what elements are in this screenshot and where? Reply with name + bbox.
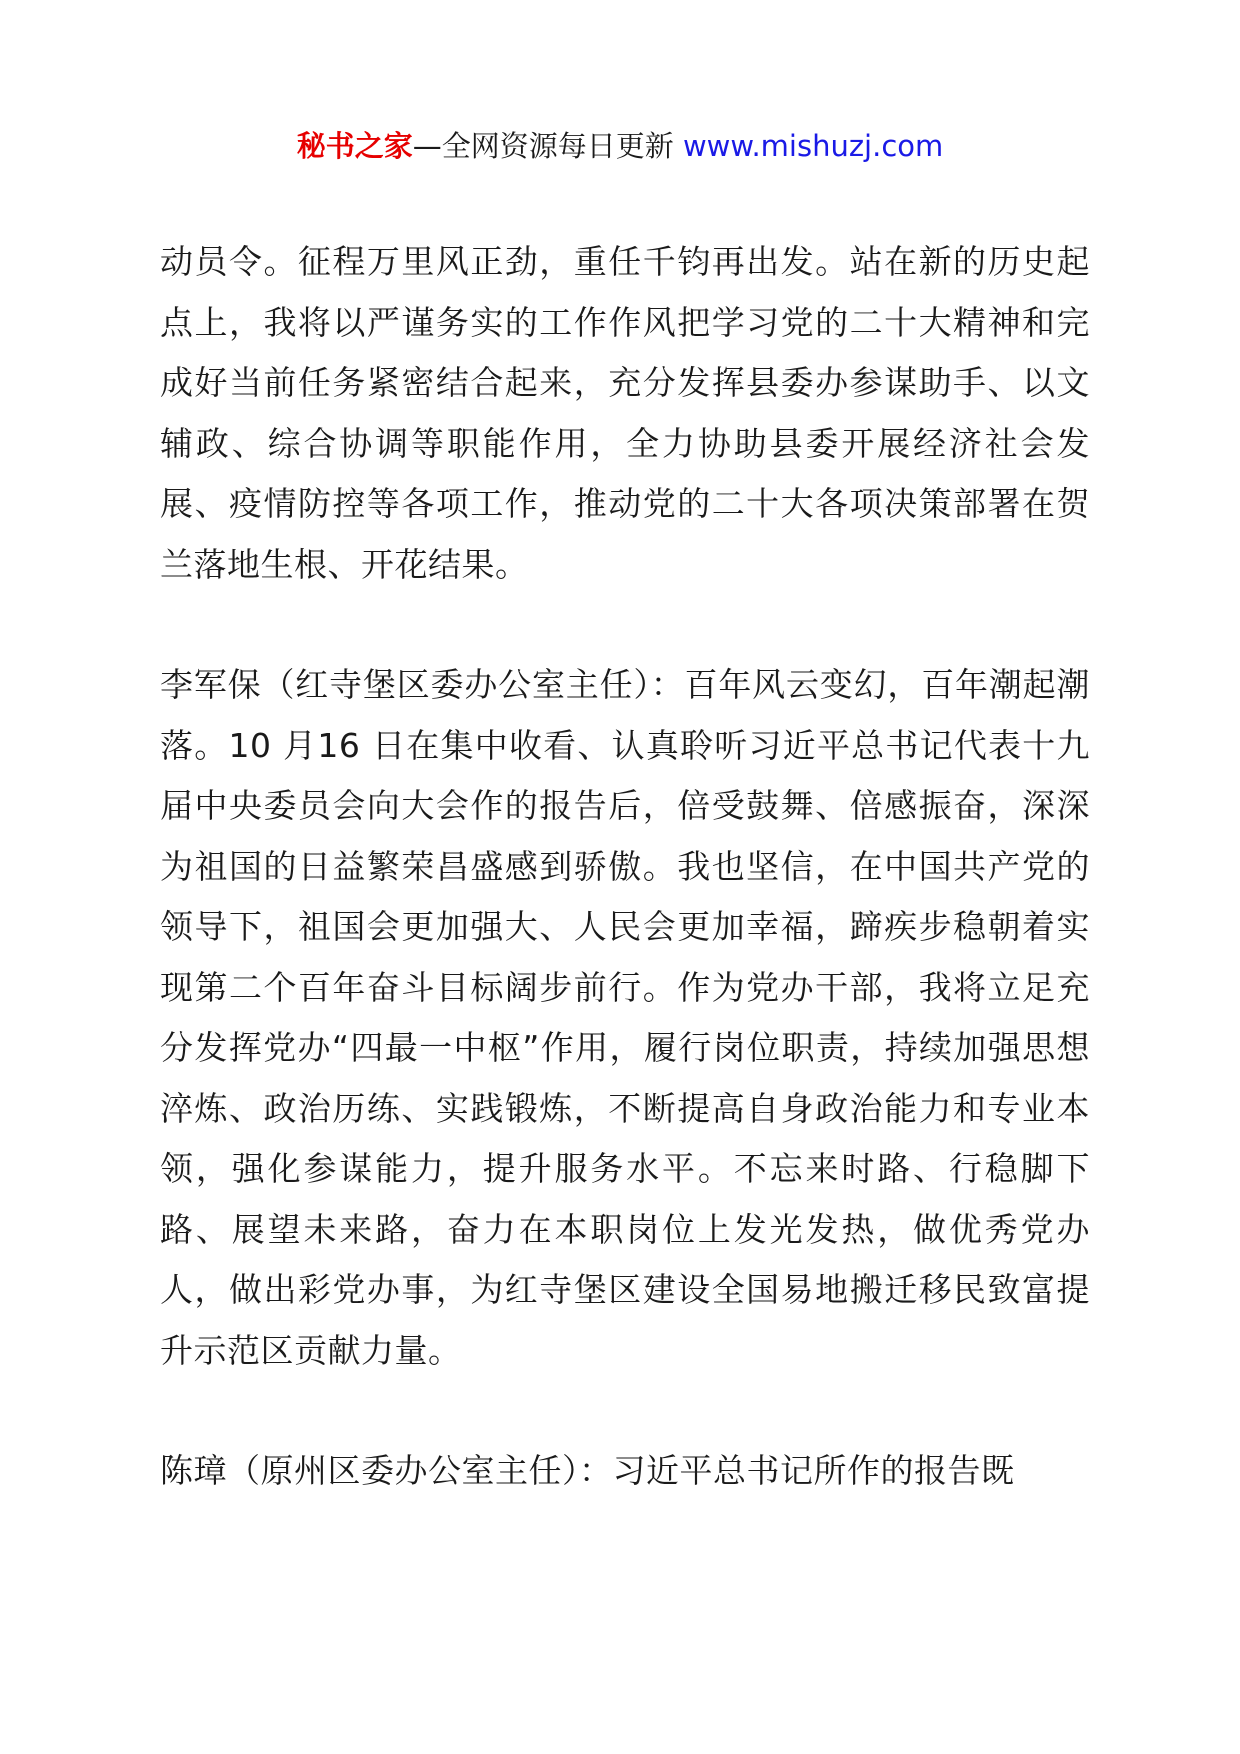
paragraph: 李军保（红寺堡区委办公室主任）：百年风云变幻，百年潮起潮落。10 月16 日在集中收看、认真聆听习近平总书记代表十九届中央委员会向大会作的报告后，倍受鼓舞、倍感振奋，深深为祖国的日益繁荣昌盛感到骄傲。我也坚信，在中国共产党的领导下，祖国会更加强大、人民会更加幸福，蹄疾步稳朝着实现第二个百年奋斗目标阔步前行。作为党办干部，我将立足充分发挥党办“四最一中枢”作用，履行岗位职责，持续加强思想淬炼、政治历练、实践锻炼，不断提高自身政治能力和专业本领，强化参谋能力，提升服务水平。不忘来时路、行稳脚下路、展望未来路，奋力在本职岗位上发光发热，做优秀党办人，做出彩党办事，为红寺堡区建设全国易地搬迁移民致富提升示范区贡献力量。 (160, 665, 1090, 1370)
document-body (160, 232, 1090, 1502)
page-header (0, 126, 1240, 166)
site-url-link[interactable]: www.mishuzj.com (682, 129, 944, 163)
brand-name: 秘书之家 (296, 129, 413, 163)
paragraph: 动员令。征程万里风正劲，重任千钧再出发。站在新的历史起点上，我将以严谨务实的工作作风把学习党的二十大精神和完成好当前任务紧密结合起来，充分发挥县委办参谋助手、以文辅政、综合协调等职能作用，全力协助县委开展经济社会发展、疫情防控等各项工作，推动党的二十大各项决策部署在贺兰落地生根、开花结果。 (160, 242, 1090, 584)
paragraph: 陈璋（原州区委办公室主任）：习近平总书记所作的报告既 (160, 1451, 1015, 1490)
header-slogan: —全网资源每日更新 (412, 129, 683, 163)
